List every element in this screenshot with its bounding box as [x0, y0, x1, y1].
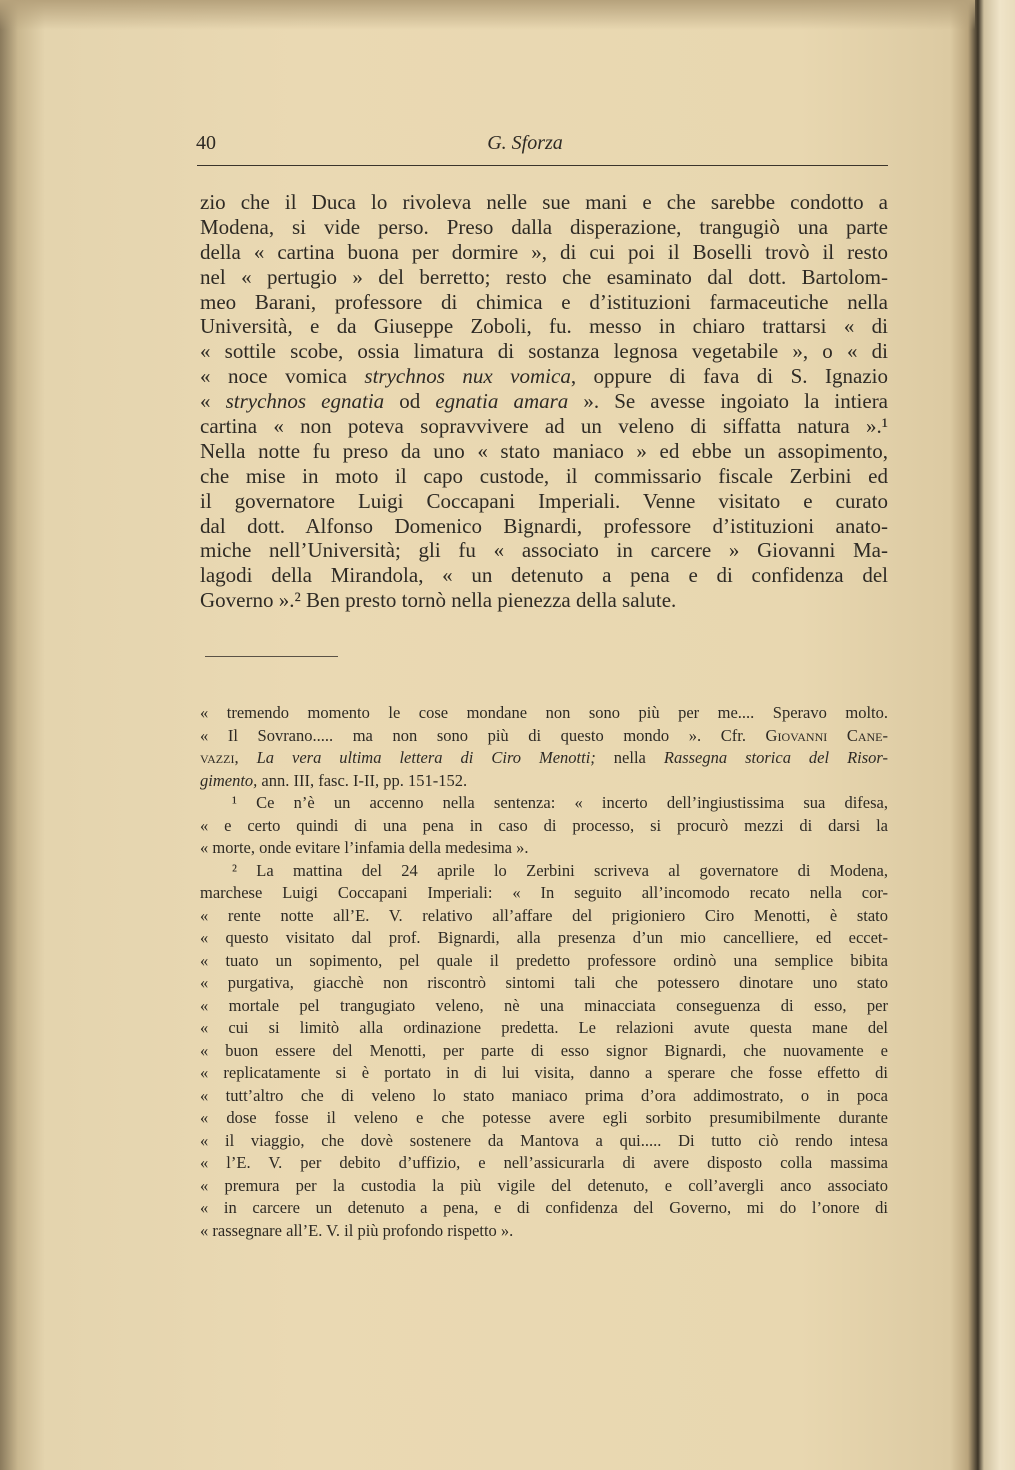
text-segment: od	[384, 389, 436, 414]
text-line	[200, 290, 888, 315]
footnote-line	[200, 792, 888, 815]
text-line	[200, 464, 888, 489]
italic-text: strychnos nux vomica	[364, 364, 571, 389]
text-segment: nella	[595, 748, 664, 767]
footnote-line	[200, 1197, 888, 1220]
header-rule	[197, 165, 888, 166]
footnote-line	[200, 995, 888, 1018]
footnote-line	[200, 927, 888, 950]
text-segment: il governatore Luigi Coccapani Imperiali. Venne visitato e curato	[200, 488, 888, 513]
footnote-line	[200, 1107, 888, 1130]
footnote-line	[200, 1085, 888, 1108]
text-segment: « morte, onde evitare l’infamia della medesima ».	[200, 838, 529, 857]
text-segment: ann. III, fasc. I-II, pp. 151-152.	[257, 770, 468, 790]
text-segment: « cui si limitò alla ordinazione predetta. Le relazioni avute questa mane del	[200, 1018, 888, 1037]
text-segment: marchese Luigi Coccapani Imperiali: « In seguito all’incomodo recato nella cor-	[200, 883, 888, 902]
footnote-line	[200, 1175, 888, 1198]
footnote-line	[200, 702, 888, 725]
footnote-line	[200, 725, 888, 748]
text-segment: nel « pertugio » del berretto; resto che esaminato dal dott. Bartolom-	[200, 264, 888, 289]
text-segment: « noce vomica	[200, 364, 365, 389]
footnote-line	[200, 860, 888, 883]
running-head: G. Sforza	[487, 132, 563, 154]
text-segment: « Il Sovrano..... ma non sono più di questo mondo ». Cfr.	[200, 725, 766, 745]
text-segment: « sottile scobe, ossia limatura di sostanza legnosa vegetabile », o « di	[200, 339, 888, 364]
text-segment: miche nell’Università; gli fu « associato in carcere » Giovanni Ma-	[200, 538, 888, 563]
text-line	[200, 240, 888, 265]
text-segment: che mise in moto il capo custode, il commissario fiscale Zerbini ed	[200, 463, 888, 488]
small-caps-text: vazzi	[200, 748, 235, 767]
small-caps-text: Giovanni Cane-	[765, 725, 888, 745]
text-segment: « questo visitato dal prof. Bignardi, alla presenza d’un mio cancelliere, ed eccet-	[200, 928, 888, 947]
text-segment: « rassegnare all’E. V. il più profondo rispetto ».	[200, 1220, 514, 1240]
footnote-line	[200, 905, 888, 928]
italic-text: La vera ultima lettera di Ciro Menotti;	[256, 748, 596, 767]
text-segment: Governo ».² Ben presto tornò nella pienezza della salute.	[200, 588, 677, 613]
text-segment: zio che il Duca lo rivoleva nelle sue mani e che sarebbe condotto a	[200, 190, 888, 214]
text-line	[200, 389, 888, 414]
text-segment: « l’E. V. per debito d’uffizio, e nell’assicurarla di avere disposto colla massima	[200, 1153, 888, 1172]
footnotes	[200, 702, 888, 1242]
text-segment: « mortale pel trangugiato veleno, nè una minacciata conseguenza di esso, per	[200, 995, 888, 1015]
text-segment: « dose fosse il veleno e che potesse avere egli sorbito presumibilmente durante	[200, 1108, 888, 1127]
text-segment: « tutt’altro che di veleno lo stato maniaco prima d’ora addimostrato, o in poca	[200, 1085, 888, 1105]
text-line	[200, 215, 888, 240]
text-segment: « purgativa, giacchè non riscontrò sintomi tali che potessero dinotare uno stato	[200, 973, 888, 992]
footnote-line	[200, 1220, 888, 1243]
text-segment: della « cartina buona per dormire », di cui poi il Boselli trovò il resto	[200, 239, 888, 264]
footnote-line	[200, 837, 888, 860]
text-segment: dal dott. Alfonso Domenico Bignardi, professore d’istituzioni anato-	[200, 513, 888, 538]
footnote-line	[200, 815, 888, 838]
text-line	[200, 489, 888, 514]
footnote-line	[200, 1040, 888, 1063]
text-segment: « il viaggio, che dovè sostenere da Mantova a qui..... Di tutto ciò rendo intesa	[200, 1130, 888, 1150]
footnote-line	[200, 882, 888, 905]
footnote-line	[200, 1130, 888, 1153]
text-segment: lagodi della Mirandola, « un detenuto a pena e di confidenza del	[200, 563, 888, 588]
text-line	[200, 538, 888, 563]
italic-text: strychnos egnatia	[225, 389, 385, 414]
text-line	[200, 364, 888, 389]
footnote-line	[200, 747, 888, 770]
italic-text: gimento,	[200, 770, 258, 790]
text-line	[200, 339, 888, 364]
text-line	[200, 439, 888, 464]
text-segment: Modena, si vide perso. Preso dalla disperazione, trangugiò una parte	[200, 214, 888, 239]
text-segment: « tuato un sopimento, pel quale il predetto professore ordinò una semplice bibita	[200, 950, 888, 970]
footnote-line	[200, 1017, 888, 1040]
text-line	[200, 588, 888, 613]
text-segment: , oppure di fava di S. Ignazio	[570, 364, 888, 389]
text-segment: ¹ Ce n’è un accenno nella sentenza: « incerto dell’ingiustissima sua difesa,	[232, 793, 888, 812]
text-line	[200, 265, 888, 290]
text-segment: ,	[234, 748, 257, 767]
text-segment: « replicatamente si è portato in di lui visita, danno a sperare che fosse effetto di	[200, 1063, 888, 1082]
page-edge-shadow	[0, 0, 975, 30]
text-line	[200, 414, 888, 439]
text-segment: « buon essere del Menotti, per parte di esso signor Bignardi, che nuovamente e	[200, 1040, 888, 1060]
main-text	[200, 190, 888, 613]
footnote-line	[200, 770, 888, 793]
text-segment: « e certo quindi di una pena in caso di processo, si procurò mezzi di darsi la	[200, 815, 888, 835]
text-line	[200, 563, 888, 588]
page-number: 40	[196, 132, 216, 154]
text-segment: ». Se avesse ingoiato la intiera	[568, 389, 889, 414]
text-segment: cartina « non poteva sopravvivere ad un veleno di siffatta natura ».¹	[200, 414, 888, 439]
footnote-line	[200, 950, 888, 973]
footnote-line	[200, 1152, 888, 1175]
footnote-line	[200, 1062, 888, 1085]
text-segment: Nella notte fu preso da uno « stato maniaco » ed ebbe un assopimento,	[200, 438, 888, 463]
text-segment: « rente notte all’E. V. relativo all’affare del prigioniero Ciro Menotti, è stato	[200, 905, 888, 925]
italic-text: egnatia amara	[435, 389, 569, 414]
text-segment: « in carcere un detenuto a pena, e di confidenza del Governo, mi do l’onore di	[200, 1198, 888, 1217]
text-segment: ² La mattina del 24 aprile lo Zerbini scriveva al governatore di Modena,	[232, 860, 888, 880]
text-line	[200, 514, 888, 539]
text-segment: meo Barani, professore di chimica e d’istituzioni farmaceutiche nella	[200, 289, 888, 314]
text-segment: « premura per la custodia la più vigile del detenuto, e coll’avergli anco associato	[200, 1175, 888, 1195]
footnote-separator	[205, 656, 338, 657]
italic-text: Rassegna storica del Risor-	[663, 748, 889, 767]
text-line	[200, 314, 888, 339]
footnote-line	[200, 972, 888, 995]
text-segment: « tremendo momento le cose mondane non sono più per me.... Speravo molto.	[200, 703, 888, 722]
text-line	[200, 190, 888, 215]
text-segment: Università, e da Giuseppe Zoboli, fu. messo in chiaro trattarsi « di	[200, 314, 888, 339]
text-segment: «	[200, 389, 226, 414]
